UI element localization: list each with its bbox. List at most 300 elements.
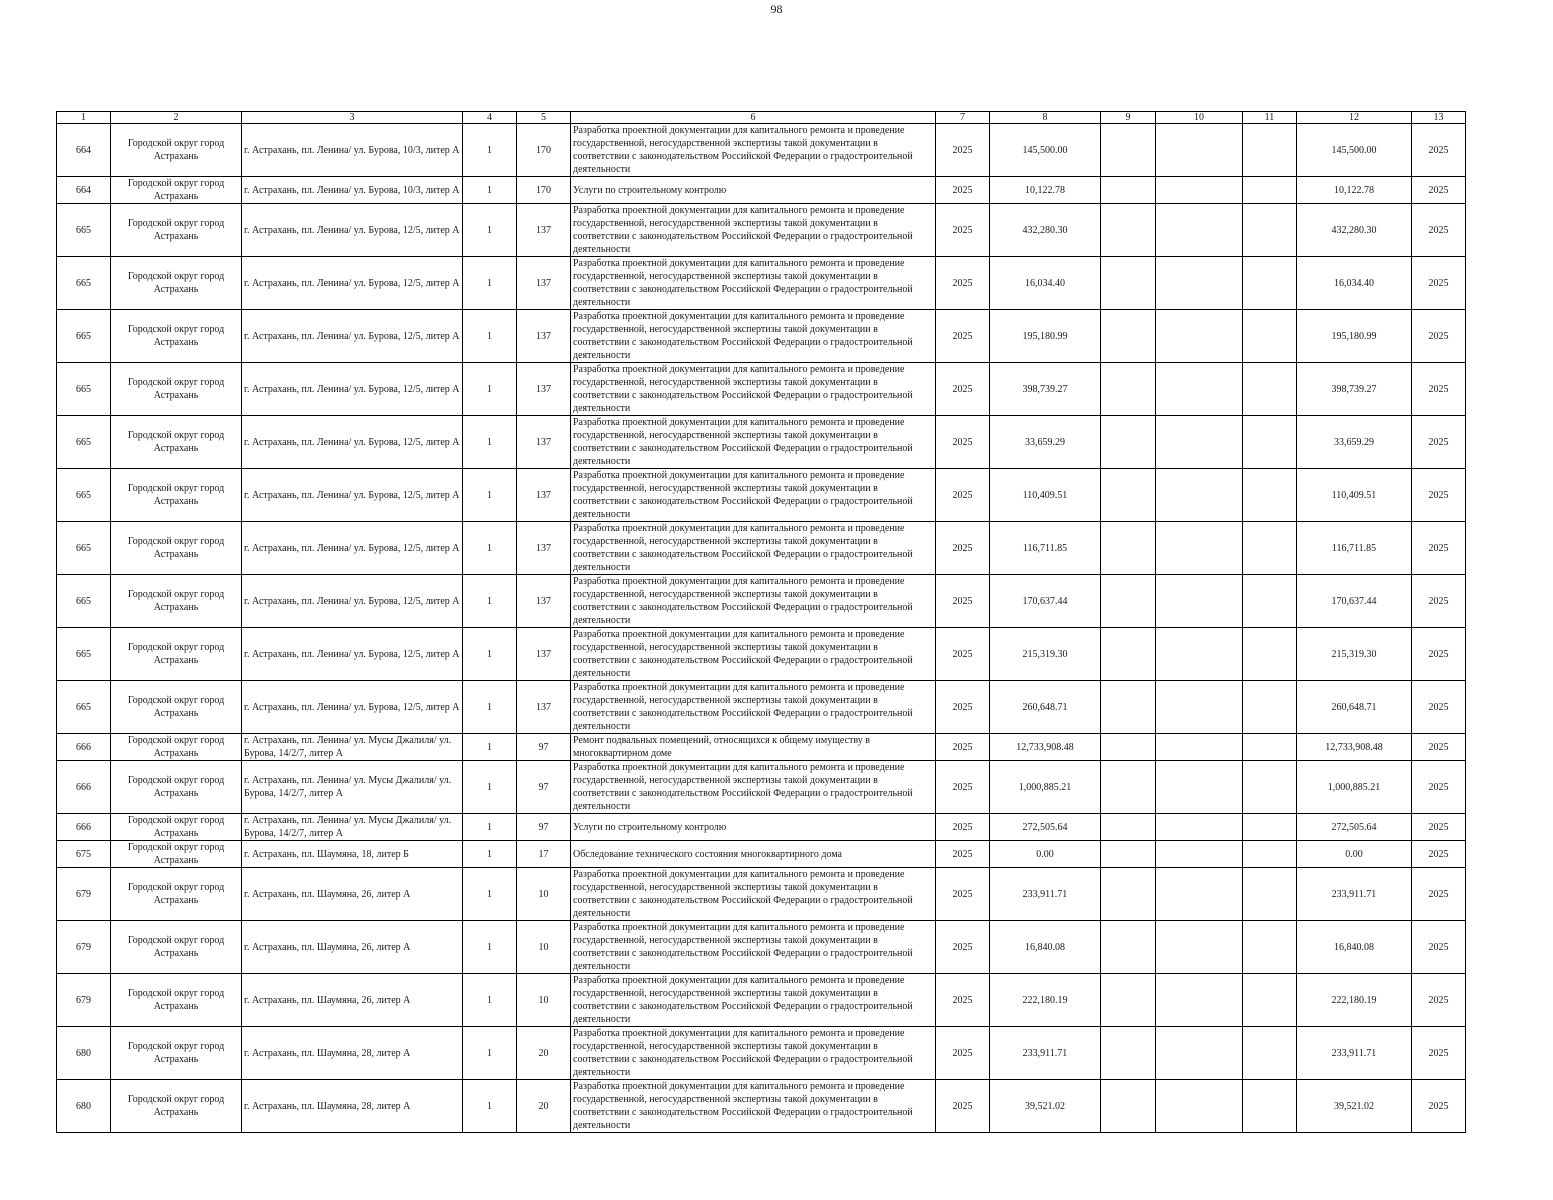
col-municipality: Городской округ город Астрахань [111,469,242,522]
col-9 [1101,124,1156,177]
col-year: 2025 [936,628,990,681]
col-work-type: Разработка проектной документации для капитального ремонта и проведение государственной, негосударственной экспертизы такой документации в соответствии с законодательством Российской Федерации о градостроительной деятельности [571,416,936,469]
col-work-type: Разработка проектной документации для капитального ремонта и проведение государственной, негосударственной экспертизы такой документации в соответствии с законодательством Российской Федерации о градостроительной деятельности [571,310,936,363]
col-5: 170 [517,177,571,204]
col-4: 1 [463,814,517,841]
table-row [57,921,1466,974]
col-num: 666 [57,734,111,761]
col-9 [1101,310,1156,363]
col-year: 2025 [936,814,990,841]
table-row [57,363,1466,416]
register-table [56,111,1466,1133]
col-5: 97 [517,814,571,841]
col-amount: 116,711.85 [990,522,1101,575]
col-11 [1243,522,1297,575]
col-total: 12,733,908.48 [1297,734,1412,761]
col-11 [1243,416,1297,469]
col-total: 215,319.30 [1297,628,1412,681]
col-num: 665 [57,257,111,310]
col-year: 2025 [936,257,990,310]
page-number: 98 [770,2,783,16]
col-4: 1 [463,257,517,310]
col-municipality: Городской округ город Астрахань [111,124,242,177]
col-amount: 272,505.64 [990,814,1101,841]
col-year: 2025 [936,310,990,363]
col-total: 16,034.40 [1297,257,1412,310]
col-11 [1243,310,1297,363]
col-year: 2025 [936,734,990,761]
col-amount: 195,180.99 [990,310,1101,363]
col-num: 675 [57,841,111,868]
col-11 [1243,575,1297,628]
col-4: 1 [463,522,517,575]
column-header-4: 4 [463,112,517,124]
col-9 [1101,177,1156,204]
table-row [57,1080,1466,1133]
col-4: 1 [463,1027,517,1080]
table-row [57,868,1466,921]
col-num: 666 [57,761,111,814]
col-year: 2025 [936,974,990,1027]
col-end-year: 2025 [1412,575,1466,628]
col-end-year: 2025 [1412,1080,1466,1133]
col-5: 137 [517,575,571,628]
col-num: 665 [57,416,111,469]
col-year: 2025 [936,681,990,734]
col-total: 195,180.99 [1297,310,1412,363]
col-amount: 10,122.78 [990,177,1101,204]
col-year: 2025 [936,177,990,204]
col-11 [1243,1080,1297,1133]
col-4: 1 [463,575,517,628]
col-year: 2025 [936,204,990,257]
col-9 [1101,1027,1156,1080]
column-header-11: 11 [1243,112,1297,124]
table-row [57,681,1466,734]
col-10 [1156,363,1243,416]
col-4: 1 [463,868,517,921]
col-municipality: Городской округ город Астрахань [111,814,242,841]
col-municipality: Городской округ город Астрахань [111,575,242,628]
col-year: 2025 [936,124,990,177]
column-header-2: 2 [111,112,242,124]
col-year: 2025 [936,761,990,814]
col-amount: 260,648.71 [990,681,1101,734]
col-amount: 145,500.00 [990,124,1101,177]
col-end-year: 2025 [1412,177,1466,204]
col-num: 665 [57,575,111,628]
col-end-year: 2025 [1412,310,1466,363]
col-5: 10 [517,974,571,1027]
col-end-year: 2025 [1412,761,1466,814]
col-end-year: 2025 [1412,124,1466,177]
col-9 [1101,1080,1156,1133]
col-total: 39,521.02 [1297,1080,1412,1133]
col-5: 137 [517,257,571,310]
col-num: 664 [57,124,111,177]
col-num: 665 [57,681,111,734]
col-num: 664 [57,177,111,204]
col-total: 260,648.71 [1297,681,1412,734]
col-11 [1243,814,1297,841]
col-address: г. Астрахань, пл. Шаумяна, 28, литер А [242,1027,463,1080]
col-amount: 0.00 [990,841,1101,868]
col-5: 20 [517,1027,571,1080]
column-header-12: 12 [1297,112,1412,124]
col-11 [1243,177,1297,204]
col-address: г. Астрахань, пл. Ленина/ ул. Бурова, 12/5, литер А [242,363,463,416]
col-10 [1156,761,1243,814]
col-municipality: Городской округ город Астрахань [111,204,242,257]
table-row [57,204,1466,257]
col-total: 222,180.19 [1297,974,1412,1027]
col-4: 1 [463,177,517,204]
col-9 [1101,921,1156,974]
col-address: г. Астрахань, пл. Шаумяна, 26, литер А [242,868,463,921]
col-address: г. Астрахань, пл. Шаумяна, 18, литер Б [242,841,463,868]
table-row [57,734,1466,761]
col-5: 10 [517,921,571,974]
col-work-type: Разработка проектной документации для капитального ремонта и проведение государственной, негосударственной экспертизы такой документации в соответствии с законодательством Российской Федерации о градостроительной деятельности [571,575,936,628]
col-address: г. Астрахань, пл. Ленина/ ул. Мусы Джалиля/ ул. Бурова, 14/2/7, литер А [242,761,463,814]
col-work-type: Разработка проектной документации для капитального ремонта и проведение государственной, негосударственной экспертизы такой документации в соответствии с законодательством Российской Федерации о градостроительной деятельности [571,469,936,522]
col-10 [1156,841,1243,868]
col-num: 679 [57,974,111,1027]
col-year: 2025 [936,416,990,469]
col-5: 137 [517,310,571,363]
col-work-type: Услуги по строительному контролю [571,177,936,204]
col-num: 665 [57,204,111,257]
col-work-type: Разработка проектной документации для капитального ремонта и проведение государственной, негосударственной экспертизы такой документации в соответствии с законодательством Российской Федерации о градостроительной деятельности [571,1080,936,1133]
col-municipality: Городской округ город Астрахань [111,522,242,575]
col-year: 2025 [936,575,990,628]
col-year: 2025 [936,1027,990,1080]
table-row [57,814,1466,841]
col-9 [1101,363,1156,416]
col-amount: 16,034.40 [990,257,1101,310]
col-end-year: 2025 [1412,868,1466,921]
col-total: 432,280.30 [1297,204,1412,257]
col-4: 1 [463,310,517,363]
col-total: 272,505.64 [1297,814,1412,841]
col-end-year: 2025 [1412,734,1466,761]
table-row [57,841,1466,868]
col-municipality: Городской округ город Астрахань [111,681,242,734]
col-num: 679 [57,868,111,921]
table-row [57,310,1466,363]
col-9 [1101,868,1156,921]
col-municipality: Городской округ город Астрахань [111,628,242,681]
col-9 [1101,841,1156,868]
col-9 [1101,416,1156,469]
col-11 [1243,628,1297,681]
col-10 [1156,1080,1243,1133]
table-row [57,628,1466,681]
col-5: 137 [517,681,571,734]
table-row [57,124,1466,177]
col-4: 1 [463,761,517,814]
col-address: г. Астрахань, пл. Шаумяна, 26, литер А [242,974,463,1027]
col-amount: 1,000,885.21 [990,761,1101,814]
header-row [57,112,1466,124]
col-total: 16,840.08 [1297,921,1412,974]
col-5: 137 [517,363,571,416]
col-year: 2025 [936,841,990,868]
col-11 [1243,681,1297,734]
col-address: г. Астрахань, пл. Ленина/ ул. Бурова, 12/5, литер А [242,628,463,681]
col-9 [1101,628,1156,681]
col-total: 170,637.44 [1297,575,1412,628]
col-end-year: 2025 [1412,257,1466,310]
col-9 [1101,469,1156,522]
column-header-9: 9 [1101,112,1156,124]
col-end-year: 2025 [1412,363,1466,416]
table-row [57,761,1466,814]
col-address: г. Астрахань, пл. Ленина/ ул. Бурова, 10/3, литер А [242,177,463,204]
col-year: 2025 [936,363,990,416]
col-11 [1243,868,1297,921]
col-address: г. Астрахань, пл. Ленина/ ул. Мусы Джалиля/ ул. Бурова, 14/2/7, литер А [242,814,463,841]
col-9 [1101,204,1156,257]
col-11 [1243,469,1297,522]
col-work-type: Разработка проектной документации для капитального ремонта и проведение государственной, негосударственной экспертизы такой документации в соответствии с законодательством Российской Федерации о градостроительной деятельности [571,761,936,814]
col-11 [1243,1027,1297,1080]
col-work-type: Обследование технического состояния многоквартирного дома [571,841,936,868]
col-9 [1101,257,1156,310]
col-11 [1243,204,1297,257]
column-header-10: 10 [1156,112,1243,124]
col-amount: 110,409.51 [990,469,1101,522]
col-total: 233,911.71 [1297,1027,1412,1080]
col-municipality: Городской округ город Астрахань [111,416,242,469]
col-10 [1156,974,1243,1027]
col-year: 2025 [936,522,990,575]
col-address: г. Астрахань, пл. Ленина/ ул. Бурова, 12/5, литер А [242,416,463,469]
col-11 [1243,124,1297,177]
col-end-year: 2025 [1412,469,1466,522]
col-10 [1156,310,1243,363]
table-row [57,469,1466,522]
col-num: 666 [57,814,111,841]
col-11 [1243,974,1297,1027]
table-row [57,575,1466,628]
col-5: 137 [517,416,571,469]
col-municipality: Городской округ город Астрахань [111,974,242,1027]
col-amount: 222,180.19 [990,974,1101,1027]
col-4: 1 [463,921,517,974]
col-num: 680 [57,1080,111,1133]
col-9 [1101,974,1156,1027]
table-row [57,1027,1466,1080]
col-5: 137 [517,628,571,681]
col-end-year: 2025 [1412,1027,1466,1080]
col-10 [1156,868,1243,921]
col-address: г. Астрахань, пл. Ленина/ ул. Бурова, 12/5, литер А [242,310,463,363]
col-end-year: 2025 [1412,814,1466,841]
col-11 [1243,734,1297,761]
table-row [57,257,1466,310]
col-10 [1156,681,1243,734]
col-10 [1156,921,1243,974]
col-11 [1243,363,1297,416]
col-4: 1 [463,628,517,681]
col-address: г. Астрахань, пл. Шаумяна, 26, литер А [242,921,463,974]
col-10 [1156,734,1243,761]
col-work-type: Разработка проектной документации для капитального ремонта и проведение государственной, негосударственной экспертизы такой документации в соответствии с законодательством Российской Федерации о градостроительной деятельности [571,363,936,416]
col-10 [1156,177,1243,204]
col-year: 2025 [936,868,990,921]
col-num: 679 [57,921,111,974]
col-municipality: Городской округ город Астрахань [111,1027,242,1080]
col-end-year: 2025 [1412,841,1466,868]
col-4: 1 [463,469,517,522]
column-header-6: 6 [571,112,936,124]
table-row [57,177,1466,204]
col-11 [1243,921,1297,974]
col-num: 665 [57,469,111,522]
col-address: г. Астрахань, пл. Ленина/ ул. Мусы Джалиля/ ул. Бурова, 14/2/7, литер А [242,734,463,761]
col-4: 1 [463,1080,517,1133]
col-amount: 233,911.71 [990,1027,1101,1080]
col-10 [1156,124,1243,177]
column-header-8: 8 [990,112,1101,124]
column-header-5: 5 [517,112,571,124]
col-amount: 39,521.02 [990,1080,1101,1133]
table-row [57,974,1466,1027]
col-4: 1 [463,416,517,469]
col-num: 665 [57,522,111,575]
col-10 [1156,416,1243,469]
col-5: 137 [517,204,571,257]
col-num: 665 [57,628,111,681]
col-9 [1101,761,1156,814]
col-9 [1101,681,1156,734]
col-4: 1 [463,974,517,1027]
col-amount: 398,739.27 [990,363,1101,416]
col-5: 97 [517,734,571,761]
col-11 [1243,841,1297,868]
col-total: 1,000,885.21 [1297,761,1412,814]
col-municipality: Городской округ город Астрахань [111,177,242,204]
col-num: 680 [57,1027,111,1080]
col-address: г. Астрахань, пл. Ленина/ ул. Бурова, 10/3, литер А [242,124,463,177]
table-row [57,522,1466,575]
col-total: 0.00 [1297,841,1412,868]
col-year: 2025 [936,921,990,974]
col-municipality: Городской округ город Астрахань [111,363,242,416]
col-10 [1156,257,1243,310]
col-end-year: 2025 [1412,522,1466,575]
col-total: 10,122.78 [1297,177,1412,204]
col-end-year: 2025 [1412,681,1466,734]
col-work-type: Разработка проектной документации для капитального ремонта и проведение государственной, негосударственной экспертизы такой документации в соответствии с законодательством Российской Федерации о градостроительной деятельности [571,868,936,921]
col-year: 2025 [936,469,990,522]
col-municipality: Городской округ город Астрахань [111,868,242,921]
col-municipality: Городской округ город Астрахань [111,257,242,310]
col-10 [1156,814,1243,841]
col-address: г. Астрахань, пл. Ленина/ ул. Бурова, 12/5, литер А [242,469,463,522]
col-amount: 12,733,908.48 [990,734,1101,761]
col-total: 33,659.29 [1297,416,1412,469]
col-work-type: Разработка проектной документации для капитального ремонта и проведение государственной, негосударственной экспертизы такой документации в соответствии с законодательством Российской Федерации о градостроительной деятельности [571,921,936,974]
col-end-year: 2025 [1412,974,1466,1027]
col-10 [1156,204,1243,257]
col-4: 1 [463,681,517,734]
col-address: г. Астрахань, пл. Ленина/ ул. Бурова, 12/5, литер А [242,575,463,628]
col-work-type: Услуги по строительному контролю [571,814,936,841]
col-9 [1101,575,1156,628]
col-4: 1 [463,204,517,257]
column-header-3: 3 [242,112,463,124]
col-municipality: Городской округ город Астрахань [111,761,242,814]
col-num: 665 [57,363,111,416]
col-5: 170 [517,124,571,177]
col-5: 97 [517,761,571,814]
col-total: 145,500.00 [1297,124,1412,177]
col-municipality: Городской округ город Астрахань [111,921,242,974]
col-amount: 33,659.29 [990,416,1101,469]
table-row [57,416,1466,469]
col-amount: 16,840.08 [990,921,1101,974]
col-work-type: Разработка проектной документации для капитального ремонта и проведение государственной, негосударственной экспертизы такой документации в соответствии с законодательством Российской Федерации о градостроительной деятельности [571,522,936,575]
col-4: 1 [463,841,517,868]
col-end-year: 2025 [1412,628,1466,681]
col-end-year: 2025 [1412,921,1466,974]
col-end-year: 2025 [1412,204,1466,257]
col-11 [1243,257,1297,310]
col-address: г. Астрахань, пл. Ленина/ ул. Бурова, 12/5, литер А [242,204,463,257]
column-header-13: 13 [1412,112,1466,124]
col-address: г. Астрахань, пл. Шаумяна, 28, литер А [242,1080,463,1133]
col-municipality: Городской округ город Астрахань [111,734,242,761]
col-address: г. Астрахань, пл. Ленина/ ул. Бурова, 12/5, литер А [242,257,463,310]
col-amount: 215,319.30 [990,628,1101,681]
col-work-type: Разработка проектной документации для капитального ремонта и проведение государственной, негосударственной экспертизы такой документации в соответствии с законодательством Российской Федерации о градостроительной деятельности [571,628,936,681]
col-num: 665 [57,310,111,363]
col-9 [1101,734,1156,761]
column-header-1: 1 [57,112,111,124]
col-10 [1156,575,1243,628]
col-municipality: Городской округ город Астрахань [111,310,242,363]
col-work-type: Разработка проектной документации для капитального ремонта и проведение государственной, негосударственной экспертизы такой документации в соответствии с законодательством Российской Федерации о градостроительной деятельности [571,257,936,310]
col-address: г. Астрахань, пл. Ленина/ ул. Бурова, 12/5, литер А [242,681,463,734]
col-10 [1156,522,1243,575]
col-5: 137 [517,469,571,522]
col-total: 233,911.71 [1297,868,1412,921]
col-9 [1101,522,1156,575]
col-municipality: Городской округ город Астрахань [111,841,242,868]
col-amount: 233,911.71 [990,868,1101,921]
col-work-type: Ремонт подвальных помещений, относящихся к общему имуществу в многоквартирном доме [571,734,936,761]
col-10 [1156,469,1243,522]
col-total: 398,739.27 [1297,363,1412,416]
col-5: 20 [517,1080,571,1133]
col-work-type: Разработка проектной документации для капитального ремонта и проведение государственной, негосударственной экспертизы такой документации в соответствии с законодательством Российской Федерации о градостроительной деятельности [571,124,936,177]
col-5: 137 [517,522,571,575]
col-10 [1156,628,1243,681]
col-amount: 170,637.44 [990,575,1101,628]
col-10 [1156,1027,1243,1080]
col-end-year: 2025 [1412,416,1466,469]
col-work-type: Разработка проектной документации для капитального ремонта и проведение государственной, негосударственной экспертизы такой документации в соответствии с законодательством Российской Федерации о градостроительной деятельности [571,204,936,257]
col-total: 110,409.51 [1297,469,1412,522]
col-5: 10 [517,868,571,921]
col-9 [1101,814,1156,841]
col-work-type: Разработка проектной документации для капитального ремонта и проведение государственной, негосударственной экспертизы такой документации в соответствии с законодательством Российской Федерации о градостроительной деятельности [571,974,936,1027]
col-11 [1243,761,1297,814]
col-total: 116,711.85 [1297,522,1412,575]
col-amount: 432,280.30 [990,204,1101,257]
